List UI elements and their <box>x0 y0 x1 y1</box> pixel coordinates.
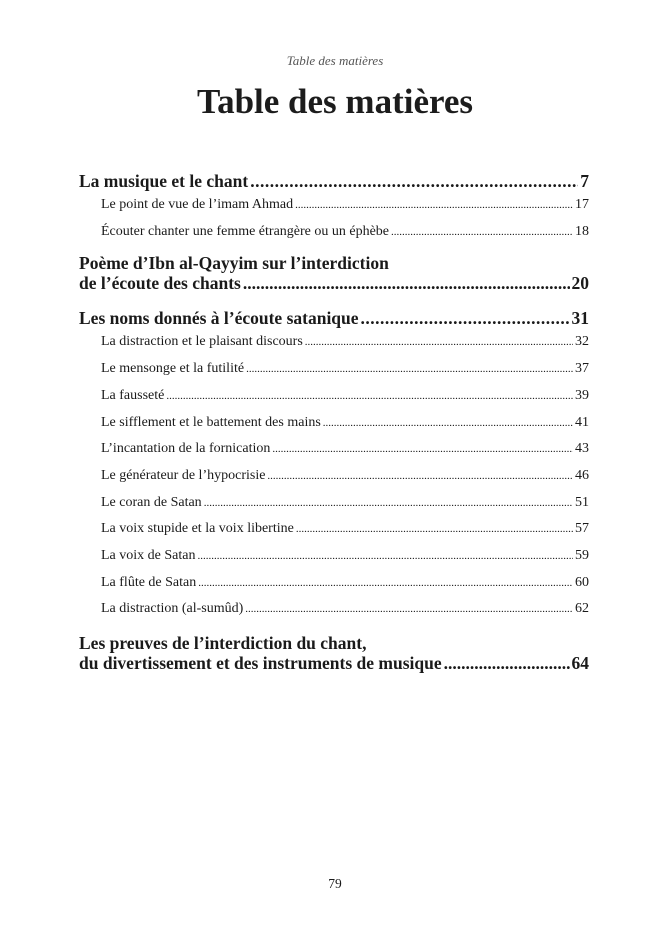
toc-subentry-label: L’incantation de la fornication <box>101 441 271 457</box>
leader-dots <box>267 464 573 490</box>
toc-subentry[interactable] <box>79 490 589 517</box>
toc-subentry-page: 62 <box>575 601 589 617</box>
toc-subentry[interactable] <box>79 570 589 597</box>
toc-subentry-page: 51 <box>575 494 589 510</box>
leader-dots <box>305 330 573 356</box>
toc-subentry[interactable] <box>79 219 589 246</box>
toc-subentry-label: La distraction et le plaisant discours <box>101 334 303 350</box>
toc-subentry-label: Le point de vue de l’imam Ahmad <box>101 197 294 212</box>
toc-subentry[interactable] <box>79 410 589 437</box>
leader-dots <box>204 491 573 517</box>
running-head: Table des matières <box>286 53 384 68</box>
toc-subentry[interactable] <box>79 463 589 490</box>
toc-subentry[interactable] <box>79 356 589 383</box>
toc-subentry-page: 37 <box>575 361 589 377</box>
leader-dots <box>444 653 570 673</box>
toc-entry-line2 <box>79 273 589 293</box>
toc-subentry-page: 59 <box>575 548 589 564</box>
toc-subentry-label: La voix stupide et la voix libertine <box>101 521 294 537</box>
leader-dots <box>323 411 573 437</box>
toc-subentry-label: Le coran de Satan <box>101 494 202 510</box>
toc-subentry-label: Le mensonge et la futilité <box>101 361 245 377</box>
toc-subentry-page: 57 <box>575 521 589 537</box>
toc-entry-label-line2: du divertissement et des instruments de musique <box>79 653 442 674</box>
toc-subentry-page: 17 <box>575 197 589 212</box>
toc-subentry-page: 39 <box>575 387 589 403</box>
toc-entry-noms[interactable] <box>79 307 589 329</box>
leader-dots <box>246 357 573 383</box>
toc-subentry-page: 18 <box>575 223 589 239</box>
toc-entry-label-line1: Les preuves de l’interdiction du chant, <box>79 633 367 654</box>
toc-subentry-page: 46 <box>575 467 589 483</box>
leader-dots <box>272 437 573 463</box>
toc-subentry[interactable] <box>79 436 589 463</box>
toc-entry-poeme[interactable] <box>79 253 589 293</box>
toc-subentry-label: La flûte de Satan <box>101 574 197 590</box>
toc-subentry-label: Le générateur de l’hypocrisie <box>101 467 266 483</box>
leader-dots <box>198 571 573 597</box>
toc-subentry[interactable] <box>79 383 589 410</box>
leader-dots <box>243 273 570 293</box>
toc-subentry[interactable] <box>79 516 589 543</box>
toc-entry-line2 <box>79 653 589 673</box>
page-title: Table des matières <box>196 82 474 121</box>
toc-entry-preuves[interactable] <box>79 633 589 673</box>
toc-subentry-label: Écouter chanter une femme étrangère ou un éphèbe <box>101 223 390 239</box>
toc-subentry[interactable] <box>79 596 589 623</box>
toc-subentry[interactable] <box>79 543 589 570</box>
page-number: 79 <box>328 876 342 891</box>
toc-entry-label-line1: Poème d’Ibn al-Qayyim sur l’interdiction <box>79 253 389 274</box>
leader-dots <box>361 307 570 329</box>
toc-entry-label: Les noms donnés à l’écoute satanique <box>79 308 359 329</box>
leader-dots <box>296 517 573 543</box>
toc-entry-label: La musique et le chant <box>79 171 249 191</box>
toc-subentry-label: La voix de Satan <box>101 548 196 564</box>
leader-dots <box>245 597 573 623</box>
toc-subentry[interactable] <box>79 329 589 356</box>
toc-entry-page: 20 <box>571 273 589 294</box>
leader-dots <box>197 544 573 570</box>
toc-subentry-label: Le sifflement et le battement des mains <box>101 414 321 430</box>
toc-subentry-page: 43 <box>575 441 589 457</box>
toc-subentry[interactable] <box>79 192 589 219</box>
toc-entry-page: 7 <box>580 171 589 191</box>
toc-subentry-page: 41 <box>575 414 589 430</box>
toc-entry-label-line2: de l’écoute des chants <box>79 273 241 294</box>
toc-subentry-label: La fausseté <box>101 387 165 403</box>
toc-entry-page: 31 <box>571 308 589 329</box>
toc-entry-musique[interactable] <box>79 170 589 192</box>
leader-dots <box>391 220 573 246</box>
toc-subentry-page: 32 <box>575 334 589 350</box>
leader-dots <box>250 170 578 192</box>
toc-subentry-page: 60 <box>575 574 589 590</box>
toc-entry-page: 64 <box>571 653 589 674</box>
leader-dots <box>166 384 573 410</box>
table-of-contents <box>79 170 589 673</box>
toc-subentry-label: La distraction (al-sumûd) <box>101 601 244 617</box>
leader-dots <box>295 193 573 219</box>
